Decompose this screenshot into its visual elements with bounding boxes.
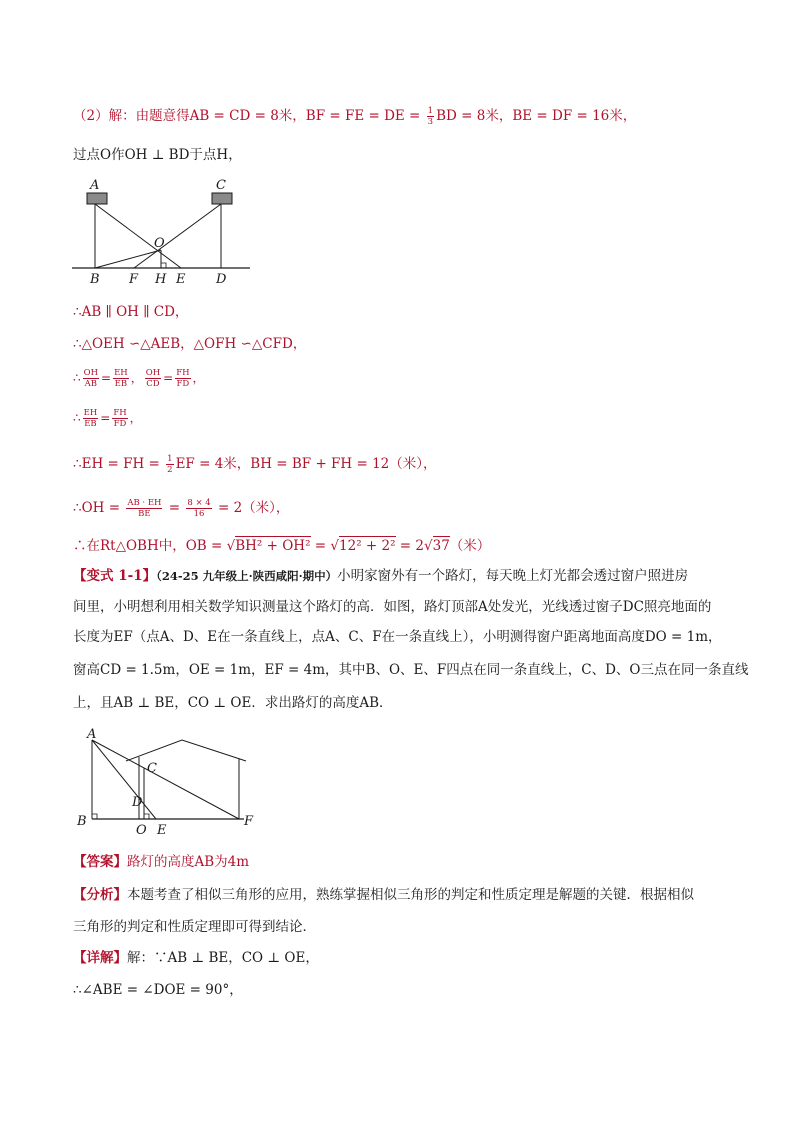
label-O: O (136, 823, 147, 838)
variant-line-3 (73, 627, 722, 647)
step-ob: ∴在Rt△OBH中，OB = √BH² + OH² = √12² + 2² = 2√37（米） (73, 538, 491, 554)
fraction: $\frac{OH}{CD}$ (145, 368, 161, 389)
solution-text: ∴在Rt△OBH中，OB = (73, 538, 227, 554)
fraction: $\frac{OH}{AB}$ (83, 368, 99, 389)
label-B: B (77, 814, 87, 829)
solution-text: 过点O作OH ⊥ BD于点H， (73, 147, 242, 163)
solution-text: = 2（米）， (213, 500, 290, 516)
label-A: A (90, 178, 100, 193)
detail-line-1 (73, 948, 319, 968)
label-H: H (155, 272, 167, 287)
variant-line-4 (73, 660, 748, 680)
problem-text: 小明家窗外有一个路灯，每天晚上灯光都会透过窗户照进房 (337, 568, 689, 584)
figure-street-lights (70, 175, 260, 287)
label-C: C (147, 761, 157, 776)
fraction: $\frac{EH}{EB}$ (114, 368, 128, 389)
label-O: O (154, 236, 165, 251)
solution-text: （米） (449, 538, 491, 554)
analysis-tag: 【分析】 (73, 887, 127, 903)
detail-text: 解：∵AB ⊥ BE，CO ⊥ OE， (127, 950, 319, 966)
step-parallel (73, 302, 188, 322)
solution-line-2 (73, 145, 242, 165)
answer-tag: 【答案】 (73, 854, 127, 870)
fraction: $\frac{8 \times 4}{16}$ (187, 498, 211, 519)
analysis-line-1 (73, 885, 694, 905)
step-equal-ratio: ∴ $\frac{EH}{EB}$ = $\frac{FH}{FD}$ ， (73, 408, 142, 429)
variant-tag: 【变式 1-1】 (73, 568, 157, 584)
variant-line-2 (73, 597, 711, 617)
label-D: D (216, 272, 227, 287)
solution-text: BD = 8米，BE = DF = 16米， (436, 108, 637, 124)
fraction: $\frac{EH}{EB}$ (83, 408, 98, 429)
detail-line-2 (73, 980, 243, 1000)
problem-text: 窗高CD = 1.5m，OE = 1m，EF = 4m，其中B、O、E、F四点在同一条直线上，C、D、O三点在同一条直线 (73, 662, 749, 678)
fraction: $\frac{1}{2}$ (167, 454, 173, 475)
label-F: F (244, 814, 254, 829)
label-A: A (87, 728, 97, 742)
detail-tag: 【详解】 (73, 950, 127, 966)
solution-text: （2）解：由题意得AB = CD = 8米，BF = FE = DE = (73, 108, 425, 124)
variant-line-1 (73, 566, 688, 586)
label-E: E (176, 272, 186, 287)
solution-text: EF = 4米，BH = BF + FH = 12（米）， (175, 456, 437, 472)
figure-house-light (74, 728, 264, 838)
radical: 12² + 2² (339, 538, 396, 554)
label-C: C (216, 178, 226, 193)
solution-text: ∴AB ∥ OH ∥ CD， (73, 304, 189, 320)
analysis-text: 三角形的判定和性质定理即可得到结论． (73, 919, 316, 935)
radical: BH² + OH² (235, 538, 311, 554)
label-B: B (90, 272, 100, 287)
radical: 37 (432, 538, 450, 554)
step-similar (73, 334, 306, 354)
fraction: $\frac{FH}{FD}$ (176, 368, 190, 389)
label-F: F (129, 272, 139, 287)
problem-text: 上，且AB ⊥ BE，CO ⊥ OE．求出路灯的高度AB． (73, 695, 393, 711)
solution-text: ∴EH = FH = (73, 456, 165, 472)
analysis-text: 本题考查了相似三角形的应用，熟练掌握相似三角形的判定和性质定理是解题的关键．根据相似 (127, 887, 694, 903)
problem-text: 长度为EF（点A、D、E在一条直线上，点A、C、F在一条直线上），小明测得窗户距离地面高度DO = 1m， (73, 629, 722, 645)
step-ratios: ∴ $\frac{OH}{AB}$ = $\frac{EH}{EB}$ ， $\frac{OH}{CD}$ = $\frac{FH}{FD}$ ， (73, 368, 205, 389)
step-eh-fh (73, 454, 437, 475)
solution-line-1 (73, 106, 636, 127)
fraction: $\frac{AB \cdot EH}{BE}$ (127, 498, 162, 519)
solution-text: ∴OH = (73, 500, 125, 516)
label-D: D (132, 795, 143, 810)
label-E: E (157, 823, 167, 838)
analysis-line-2 (73, 917, 316, 937)
problem-text: 间里，小明想利用相关数学知识测量这个路灯的高．如图，路灯顶部A处发光，光线透过窗子DC照亮地面的 (73, 599, 712, 615)
answer-line (73, 852, 249, 872)
step-oh: ∴OH = $\frac{AB \cdot EH}{BE}$ = $\frac{8 \times 4}{16}$ = 2（米）， (73, 498, 290, 519)
solution-text: ∴△OEH ∽△AEB，△OFH ∽△CFD， (73, 336, 307, 352)
variant-line-5 (73, 693, 393, 713)
detail-text: ∴∠ABE = ∠DOE = 90°， (73, 982, 243, 998)
fraction: $\frac{1}{3}$ (427, 106, 434, 127)
variant-source: （24-25 九年级上·陕西咸阳·期中） (156, 569, 338, 583)
answer-text: 路灯的高度AB为4m (127, 854, 250, 870)
fraction: $\frac{FH}{FD}$ (113, 408, 127, 429)
